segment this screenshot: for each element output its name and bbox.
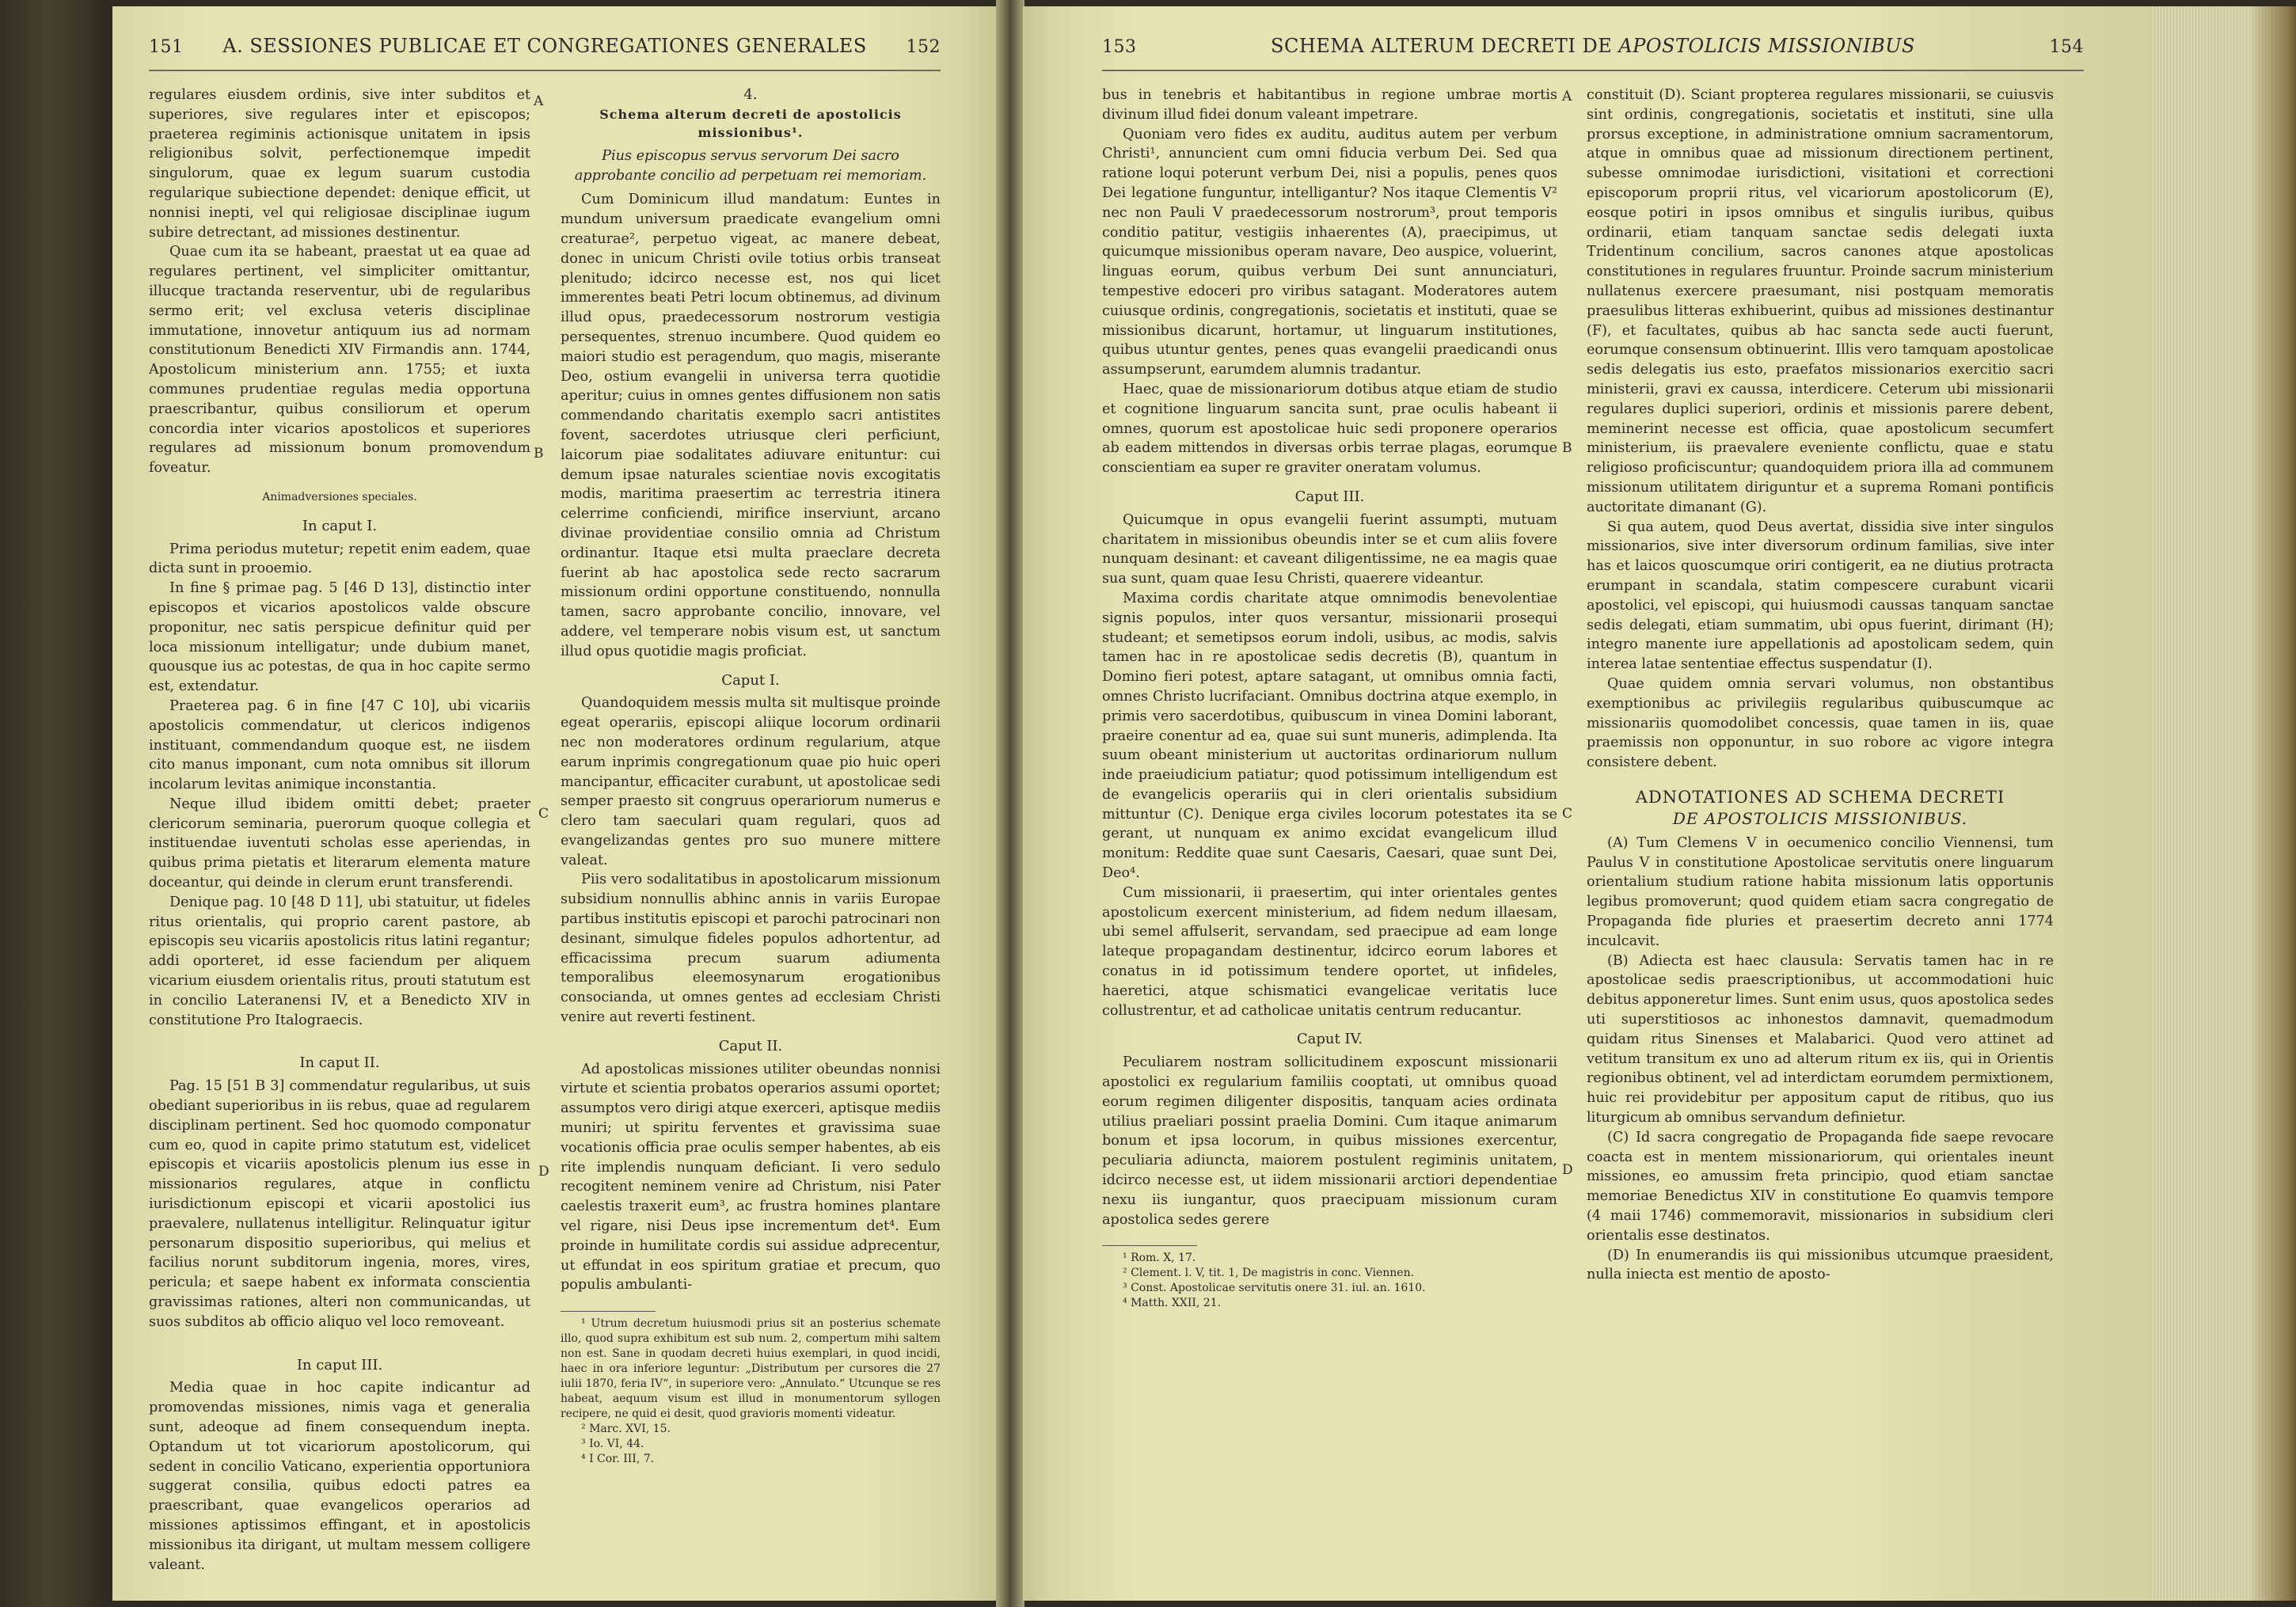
section-heading: Caput II. [718,1037,783,1054]
paragraph: regulares eiusdem ordinis, sive inter subditos et superiores, sive regulares inter et episcopos; praeterea regiminis actionisque unitatem in ipsis religionibus solvit, perfectionemque impedit singulorum, quae ex legum suarum custodia regularique subiectione dependet: denique efficit, ut nonnisi inepti, vel qui religiosae disciplinae iugum subire detrectant, ad missiones destinentur. [149,87,530,241]
paragraph: Quae cum ita se habeant, praestat ut ea quae ad regulares pertinent, vel simpliciter omittantur, illucque tractanda reserventur, ubi de regularibus sermo erit; vel exclusa veteris disciplinae immutatione, innovetur antiquum ius ad normam constitutionum Benedicti XIV Firmandis ann. 1744, Apostolicum ministerium ann. 1755; et iuxta communes prudentiae regulas media opportuna praescribantur, quibus consiliorum et operum concordia inter vicarios apostolicos et superiores regulares ad missionum bonum promovendum foveatur. [149,244,530,477]
header-rule [1102,70,2084,71]
footnote: ¹ Rom. X, 17. [1123,1252,1196,1265]
left-column-2 [561,85,941,1467]
margin-letter-b: B [1562,440,1572,456]
section-heading: In caput II. [299,1054,380,1072]
paragraph: Quicumque in opus evangelii fuerint assumpti, mutuam charitatem in missionibus obeundis inter se et cum aliis fovere nunquam desinant: et caveant diligentissime, ne ea magis quae sua sunt, quam quae Iesu Christi, quaerere videantur. [1102,511,1557,587]
subsection-heading: Animadversiones speciales. [262,490,417,503]
page-number-152: 152 [906,37,941,57]
paragraph: (A) Tum Clemens V in oecumenico concilio Viennensi, tum Paulus V in constitutione Apostolicae servitutis onere linguarum orientalium studium ratione habita missionum latis opportunis legibus promoverunt; quod quidem etiam sacra congregatio de Propaganda fide pluries et praesertim decreto anni 1774 inculcavit. [1587,834,2054,949]
spacer [149,1332,530,1347]
margin-letter-b: B [534,446,544,462]
footnote: ¹ Utrum decretum huiusmodi prius sit an posterius schemate illo, quod supra exhibitum est sub num. 2, compertum mihi saltem non est. Sane in quodam decreti huius exemplari, in quod incidi, haec in ora inferiore leguntur: „Distributum per cursores die 27 iulii 1870, feria IV“, in superiore vero: „Annulato.“ Utcunque se res habeat, aequum visum est illud in monumentorum syllogen recipere, ne quid ei desit, quod gravioris momenti videatur. [561,1317,941,1421]
section-heading: In caput I. [302,517,378,534]
section-heading: Caput III. [1294,488,1365,505]
right-page [1023,6,2152,1601]
footnote: ³ Const. Apostolicae servitutis onere 31. iul. an. 1610. [1123,1282,1426,1295]
annotations-subtitle: DE APOSTOLICIS MISSIONIBUS. [1672,808,1968,828]
paragraph: Cum missionarii, ii praesertim, qui inter orientales gentes apostolicum exercent ministerium, ad fidem nedum illaesam, ubi semel affulserit, servandam, sed praecipue ad eam longe lateque propagandam destinentur, idcirco eorum labores et conatus in id potissimum tendere oportet, ut infideles, haeretici, atque schismatici evangelicae veritatis luce collustrentur, et ad catholicae unitatis centrum reducantur. [1102,884,1557,1019]
right-column-2 [1587,85,2054,1285]
section-heading: Caput IV. [1296,1031,1363,1048]
running-title-left: A. SESSIONES PUBLICAE ET CONGREGATIONES GENERALES [222,35,867,57]
paragraph: Media quae in hoc capite indicantur ad promovendas missiones, nimis vaga et generalia sunt, adeoque ad finem consequendum inepta. Optandum ut tot vicariorum apostolicorum, qui sedent in concilio Vaticano, experientia opportuniora suggerat consilia, quibus edocti patres ea praescribant, quae evangelicos operarios ad missiones aptissimos effingant, et in apostolicis missionibus ita dirigant, ut multam messem colligere valeant. [149,1380,530,1573]
footnote: ⁴ I Cor. III, 7. [581,1453,655,1466]
paragraph: Maxima cordis charitate atque omnimodis benevolentiae signis populos, inter quos versantur, missionarii prosequi studeant; et semetipsos eorum indoli, usibus, ac modis, salvis tamen hac in re apostolicae sedis decretis (B), quantum in Domino fieri potest, aptare satagant, ut omnibus omnia facti, omnes Christo lucrifaciant. Omnibus doctrina atque exemplo, in primis vero sacerdotibus, quibuscum in vinea Domini laborant, praeire conentur ad ea, quae sui sunt muneris, adimplenda. Ita suum obeant ministerium ut auctoritas ordinariorum nullum inde praeiudicium patiatur; quod potissimum intelligendum est de evangelicis operariis qui in cleri orientalis subsidium mittuntur (C). Denique erga civiles locorum potestates ita se gerant, ut nunquam ex animo excidat evangelicum illud monitum: Reddite quae sunt Caesaris, Caesari, quae sunt Dei, Deo⁴. [1102,590,1557,882]
annotations-title: ADNOTATIONES AD SCHEMA DECRETI [1635,787,2005,807]
right-column-1 [1102,85,1557,1311]
paragraph: (C) Id sacra congregatio de Propaganda fide saepe revocare coacta est in mentem missionariorum, qui orientales ineunt missiones, eo amussim freta principio, quod etiam sanctae memoriae Benedictus XIV in constitutione Eo quamvis tempore (4 maii 1746) commemoravit, missionarios in subsidium cleri orientalis esse destinatos. [1587,1129,2054,1244]
document-number: 4. [743,86,758,103]
page-number-153: 153 [1102,37,1137,57]
running-title-right [1137,35,2050,57]
left-column-1 [149,85,530,1575]
footnote: ³ Io. VI, 44. [581,1438,644,1451]
paragraph: Neque illud ibidem omitti debet; praeter clericorum seminaria, puerorum quoque collegia et instituendae iuventuti scholas esse aperiendas, in quibus prima pietatis et literarum elementa mature doceantur, qui deinde in clerum erunt transferendi. [149,796,530,891]
left-page [112,6,998,1601]
margin-letter-c: C [1562,806,1573,822]
section-heading: In caput III. [296,1356,383,1373]
paragraph: (B) Adiecta est haec clausula: Servatis tamen hac in re apostolicae sedis praescriptionibus, ut accommodationi huic debitus apponeretur limes. Sunt enim usus, quos apostolica sedes uti superstitiosos ac inhonestos damnavit, quemadmodum quidam ritus Sinenses et Malabarici. Quod vero attinet ad vetitum transitum ex uno ad alterum ritum ex iis, qui in Orientis regionibus obtinent, vel ad interdictam eorumdem permixtionem, huic rei providebitur per appositum caput de ritibus, quo ius liturgicum ab omnibus servandum definietur. [1587,952,2054,1126]
paragraph: Cum Dominicum illud mandatum: Euntes in mundum universum praedicate evangelium omni creaturae², perpetuo vigeat, ac manere debeat, donec in unicum Christi ovile totius orbis transeat plenitudo; idcirco necesse est, nos qui licet immerentes beati Petri locum obtinemus, ad divinum illud opus, praedecessorum nostrorum vestigia persequentes, strenuo incumbere. Quod quidem eo maiori studio est peragendum, quo magis, miserante Deo, ostium evangelii in universa terra quotidie aperitur; cuius in omnes gentes diffusionem non satis commendando charitatis exemplo sacri antistites fovent, sacerdotes utriusque cleri perficiunt, laicorum piae sodalitates adiuvare enituntur: cui demum ipsae naturales scientiae novis excogitatis modis, maritima praesertim ac terrestria itinera celerrime conficiendi, mirifice inserviunt, arcano divinae providentiae consilio omnia ad Christum ordinantur. Itaque etsi multa praeclare decreta fuerint ab hac apostolica sede recto sacrarum missionum ordini opportune constituendo, nonnulla tamen, sacro approbante concilio, innovare, vel addere, vel temperare nobis visum est, ut sanctum illud opus quotidie magis proficiat. [561,192,941,659]
book-gutter [996,0,1024,1607]
paragraph: Denique pag. 10 [48 D 11], ubi statuitur, ut fideles ritus orientalis, qui proprio carent pastore, ab episcopis seu vicariis apostolicis ritus latini regantur; addi oporteret, id esse faciendum per aliquem vicarium eiusdem orientalis ritus, prouti statutum est in concilio Lateranensi IV, et a Benedicto XIV in constitutione Pro Italograecis. [149,894,530,1028]
paragraph: Ad apostolicas missiones utiliter obeundas nonnisi virtute et scientia probatos operarios assumi oportet; assumptos vero dirigi atque exerceri, aptisque mediis muniri; ut spiritu ferventes et gravissima suae vocationis officia prae oculis semper habentes, ab eis rite implendis nunquam deficiant. Ii vero sedulo recogitent neminem venire ad Christum, nisi Pater caelestis traxerit eum³, ac frustra homines plantare vel rigare, nisi Deus ipse incrementum det⁴. Eum proinde in humilitate cordis sui assidue adprecentur, ut effundat in eos spiritum gratiae et precum, quo populis ambulanti- [561,1061,941,1294]
paragraph: (D) In enumerandis iis qui missionibus utcumque praesident, nulla iniecta est mentio de aposto- [1587,1247,2054,1283]
margin-letter-d: D [1562,1162,1573,1178]
paragraph: Quae quidem omnia servari volumus, non obstantibus exemptionibus ac privilegiis regularibus quibuscumque ac missionariis quomodolibet concessis, quae tamen in iis, quae praemissis non opponuntur, in suo robore ac vigore integra consistere debent. [1587,675,2054,771]
paragraph: Praeterea pag. 6 in fine [47 C 10], ubi vicariis apostolicis commendatur, ut clericos indigenos instituant, commendandum quoque est, ne iisdem cito manus imponant, cum nota omnibus sit illorum incolarum levitas animique inconstantia. [149,697,530,793]
margin-letter-a: A [534,93,544,109]
page-number-151: 151 [149,37,184,57]
footnote: ² Marc. XVI, 15. [581,1423,671,1436]
margin-letter-d: D [538,1164,549,1180]
paragraph: bus in tenebris et habitantibus in regione umbrae mortis divinum illud fidei donum valeant impetrare. [1102,87,1557,123]
paragraph: Peculiarem nostram sollicitudinem exposcunt missionarii apostolici ex regularium familiis cooptati, ut omnibus quoad eorum regimen diligenter dispositis, tanquam acies ordinata utilius praeliari possint praelia Domini. Cum itaque animarum bonum et ipsa locorum, in quibus missiones exercentur, peculiaria adiuncta, maiorem postulent regiminis unitatem, idcirco necesse est, ut iidem missionarii arctiori dependentiae nexu iis iungantur, quos praecipuam missionum curam apostolica sedes gerere [1102,1054,1557,1228]
footnote-rule [561,1311,656,1312]
page-number-154: 154 [2049,37,2084,57]
paragraph: Prima periodus mutetur; repetit enim eadem, quae dicta sunt in prooemio. [149,541,530,577]
margin-letter-c: C [538,806,549,822]
paragraph: In fine § primae pag. 5 [46 D 13], distinctio inter episcopos et vicarios apostolicos valde obscure proponitur, nec satis perspicue definitur quid per loca missionum intelligatur; unde dubium manet, quousque ius ac potestas, de qua in hoc capite sermo est, extendatur. [149,580,530,695]
paragraph: Piis vero sodalitatibus in apostolicarum missionum subsidium nonnullis abhinc annis in variis Europae partibus institutis episcopi et parochi patrocinari non desinant, simulque fideles populos adhortentur, ad efficacissima precum suarum adiumenta temporalibus eleemosynarum erogationibus consocianda, ut omnes gentes ad ecclesiam Christi venire aut reverti festinent. [561,872,941,1026]
section-heading: Caput I. [721,671,780,689]
intitulatio: Pius episcopus servus servorum Dei sacro approbante concilio ad perpetuam rei memoriam. [574,147,927,184]
running-title-italic: APOSTOLICIS MISSIONIBUS [1618,35,1915,57]
paragraph: constituit (D). Sciant propterea regulares missionarii, se cuiusvis sint ordinis, congregationis, societatis et instituti, sine ulla prorsus exceptione, in administratione omnium sacramentorum, atque in omnibus quae ad missionum directionem pertinent, subesse omnimodae iurisdictioni, visitationi et correctioni episcoporum proprii ritus, vel vicariorum apostolicorum (E), eosque potiri in ipsos omnibus et singulis iuribus, quibus ordinarii, etiam tanquam sanctae sedis delegati iuxta Tridentinum concilium, sacros canones atque apostolicas constitutiones in regulares fruuntur. Proinde sacrum ministerium nullatenus exercere praesumant, nisi postquam memoratis praesulibus litteras exhibuerint, quibus ad missiones destinantur (F), et facultates, quibus ab hac sancta sede aucti fuerunt, eorumque consensum obtinuerint. Illis vero tamquam apostolicae sedis delegatis ius esto, praefatos missionarios exercitio sacri ministerii, gravi ex caussa, interdicere. Ceterum ubi missionarii regulares duplici superiori, ordinis et missionis parere debent, meminerint necesse est officia, quae apostolicum secumfert ministerium, iis praevalere eveniente conflictu, quae e statu religioso proficiscuntur; quandoquidem priora illa ad communem missionum utilitatem diriguntur et a suprema Romani pontificis auctoritate dimanant (G). [1587,87,2054,515]
left-page-header [149,35,941,66]
running-title-plain: SCHEMA ALTERUM DECRETI DE [1271,35,1619,57]
paragraph: Haec, quae de missionariorum dotibus atque etiam de studio et cognitione linguarum sancita sunt, prae oculis habeant ii omnes, quorum est apostolicae huic sedi proponere operarios ab eadem mittendos in diversas orbis terrae plagas, eorumque conscientiam ea super re graviter oneratam volumus. [1102,381,1557,477]
paragraph: Pag. 15 [51 B 3] commendatur regularibus, ut suis obediant superioribus in iis rebus, quae ad regularem disciplinam pertinent. Sed hoc quomodo componatur cum eo, quod in capite primo statutum est, videlicet episcopis et vicariis apostolicis plenum ius esse in missionarios regulares, atque in conflictu iurisdictionum episcopi et vicarii apostolici ius praevalere, nullatenus intelligitur. Relinquatur igitur personarum dispositio superioribus, qui melius et facilius norunt subditorum ingenia, mores, vires, pericula; et saepe habent ex informata conscientia gravissimas rationes, alteri non communicandas, ut suos subditos ab officio aliquo vel loco removeant. [149,1078,530,1330]
schema-title: Schema alterum decreti de apostolicis missionibus¹. [599,106,902,140]
footnote: ⁴ Matth. XXII, 21. [1123,1297,1222,1310]
paragraph: Quandoquidem messis multa sit multisque proinde egeat operariis, episcopi aliique locorum ordinarii nec non moderatores ordinum regularium, atque earum inprimis congregationum quae pio huic operi mancipantur, efficaciter curabunt, ut apostolicae sedi semper praesto sit congruus operariorum numerus e clero tam saeculari quam regulari, quos ad evangelizandas gentes pro suo munere mittere valeat. [561,695,941,868]
header-rule [149,70,941,71]
footnote: ² Clement. l. V, tit. 1, De magistris in conc. Viennen. [1123,1267,1415,1280]
footnote-rule [1102,1245,1197,1246]
paragraph: Quoniam vero fides ex auditu, auditus autem per verbum Christi¹, annuncient cum omni fiducia verbum Dei. Sed qua ratione loqui poterunt verbum Dei, nisi a populis, penes quos Dei legatione funguntur, intelligantur? Nos itaque Clementis V² nec non Pauli V praedecessorum nostrorum³, prout temporis conditio patitur, vestigiis inhaerentes (A), praecipimus, ut quicumque missionibus operam navare, Deo auspice, voluerint, linguas eorum, quibus verbum Dei sunt annunciaturi, tempestive edoceri pro viribus satagant. Moderatores autem cuiusque ordinis, congregationis, societatis et instituti, quae se missionibus dicarunt, hortamur, ut linguarum institutiones, quibus utuntur gentes, penes quas evangelii praedicandi onus assumpserunt, earumdem alumnis tradantur. [1102,126,1557,378]
page-edges [2152,6,2296,1601]
right-page-header [1102,35,2084,66]
margin-letter-a: A [1562,89,1572,104]
spacer [149,1030,530,1044]
paragraph: Si qua autem, quod Deus avertat, dissidia sive inter singulos missionarios, sive inter diversorum ordinum familias, sive inter has et laicos quoscumque oriri contigerit, ea ne diutius protracta erumpant in scandala, statim compescere curabunt vicarii apostolici, vel episcopi, qui huiusmodi caussas tanquam sanctae sedis delegati, etiam summatim, ubi opus fuerint, dirimant (H); integro manente iure appellationis ad apostolicam sedem, quin interea latae sententiae effectus suspendatur (I). [1587,519,2054,673]
